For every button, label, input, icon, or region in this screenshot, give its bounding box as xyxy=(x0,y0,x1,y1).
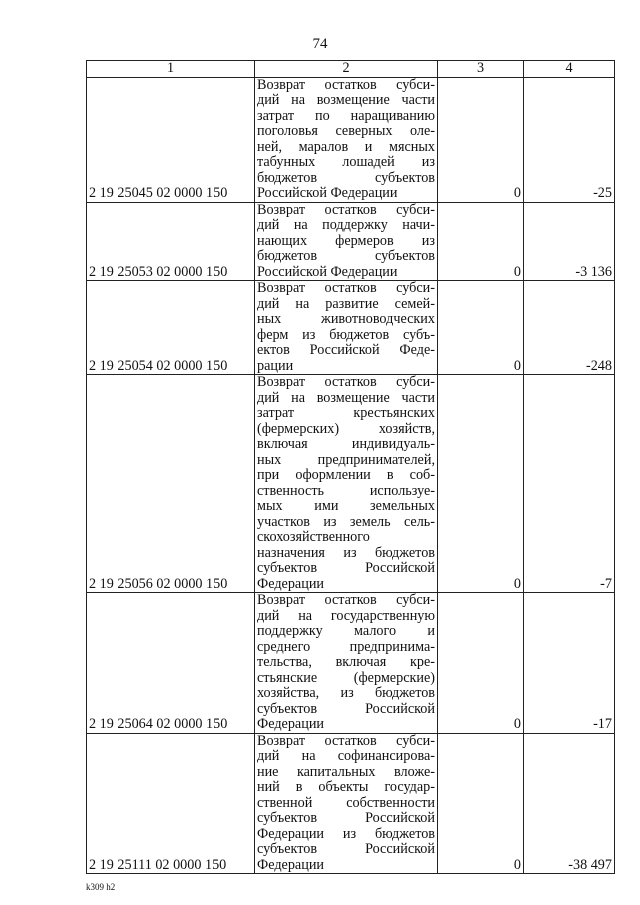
table-row xyxy=(87,733,615,874)
description-line: затрат крестьянских xyxy=(257,405,435,421)
description-line: Возврат остатков субси- xyxy=(257,76,435,93)
budget-description xyxy=(255,202,438,281)
description-line: Российской Федерации xyxy=(257,263,398,280)
footer-code: k309 h2 xyxy=(86,882,116,892)
column-4-value: -3 136 xyxy=(524,202,615,281)
description-line: Возврат остатков субси- xyxy=(257,374,435,390)
column-3-value: 0 xyxy=(438,733,524,874)
column-3-value: 0 xyxy=(438,593,524,734)
description-line: Федерации xyxy=(257,716,325,732)
description-line: Федерации из бюджетов xyxy=(257,825,435,842)
description-line: скохозяйственного xyxy=(257,529,370,545)
description-line: дий на возмещение части xyxy=(257,389,435,406)
column-3-value: 0 xyxy=(438,202,524,281)
description-line: Возврат остатков субси- xyxy=(257,732,435,749)
description-line: ных предпринимателей, xyxy=(257,451,435,468)
description-line: бюджетов субъектов xyxy=(257,169,435,186)
description-line: ней, маралов и мясных xyxy=(257,138,435,155)
page-number: 74 xyxy=(312,36,328,52)
table-row xyxy=(87,593,615,734)
budget-description xyxy=(255,733,438,874)
description-line: субъектов Российской xyxy=(257,810,435,826)
description-line: затрат по наращиванию xyxy=(257,107,435,124)
description-line: субъектов Российской xyxy=(257,700,435,717)
description-line: Возврат остатков субси- xyxy=(257,201,435,218)
description-line: Федерации xyxy=(257,856,325,873)
description-line: ственной собственности xyxy=(257,794,435,811)
budget-code: 2 19 25053 02 0000 150 xyxy=(87,202,255,281)
description-line: поддержку малого и xyxy=(257,623,435,639)
description-line: Российской Федерации xyxy=(257,185,398,201)
description-line: дий на возмещение части xyxy=(257,92,435,108)
column-header-1: 1 xyxy=(87,61,255,78)
description-line: нающих фермеров из xyxy=(257,232,435,249)
description-line: поголовья северных оле- xyxy=(257,123,435,139)
budget-code: 2 19 25111 02 0000 150 xyxy=(87,733,255,874)
budget-description xyxy=(255,77,438,202)
description-line: тельства, включая кре- xyxy=(257,654,435,670)
description-line: включая индивидуаль- xyxy=(257,436,435,452)
budget-code: 2 19 25045 02 0000 150 xyxy=(87,77,255,202)
table-row xyxy=(87,281,615,375)
column-3-value: 0 xyxy=(438,281,524,375)
table-row xyxy=(87,375,615,593)
description-line: Федерации xyxy=(257,575,325,592)
description-line: дий на развитие семей- xyxy=(257,295,435,312)
column-4-value: -7 xyxy=(524,375,615,593)
description-line: назначения из бюджетов xyxy=(257,544,435,561)
table-row xyxy=(87,202,615,281)
budget-code: 2 19 25064 02 0000 150 xyxy=(87,593,255,734)
description-line: ственность используе- xyxy=(257,482,435,499)
column-4-value: -38 497 xyxy=(524,733,615,874)
budget-code: 2 19 25054 02 0000 150 xyxy=(87,281,255,375)
description-line: дий на поддержку начи- xyxy=(257,217,435,233)
description-line: хозяйства, из бюджетов xyxy=(257,685,435,701)
description-line: бюджетов субъектов xyxy=(257,248,435,264)
description-line: Возврат остатков субси- xyxy=(257,592,435,608)
budget-code: 2 19 25056 02 0000 150 xyxy=(87,375,255,593)
description-line: стьянские (фермерские) xyxy=(257,669,435,686)
column-4-value: -25 xyxy=(524,77,615,202)
description-line: субъектов Российской xyxy=(257,560,435,576)
description-line: ний в объекты государ- xyxy=(257,779,435,795)
column-3-value: 0 xyxy=(438,375,524,593)
column-4-value: -17 xyxy=(524,593,615,734)
description-line: субъектов Российской xyxy=(257,841,435,857)
column-header-3: 3 xyxy=(438,61,524,78)
description-line: при оформлении в соб- xyxy=(257,467,435,483)
description-line: дий на государственную xyxy=(257,607,435,624)
column-4-value: -248 xyxy=(524,281,615,375)
description-line: ние капитальных вложе- xyxy=(257,763,435,780)
table-body xyxy=(87,77,615,874)
description-line: Возврат остатков субси- xyxy=(257,280,435,296)
budget-description xyxy=(255,281,438,375)
description-line: ных животноводческих xyxy=(257,311,435,327)
description-line: ферм из бюджетов субъ- xyxy=(257,326,435,343)
description-line: табунных лошадей из xyxy=(257,154,435,170)
description-line: дий на софинансирова- xyxy=(257,748,435,764)
description-line: (фермерских) хозяйств, xyxy=(257,420,435,437)
description-line: участков из земель сель- xyxy=(257,513,435,530)
description-line: мых ими земельных xyxy=(257,498,435,514)
budget-table xyxy=(86,60,615,874)
description-line: ектов Российской Феде- xyxy=(257,342,435,358)
description-line: среднего предпринима- xyxy=(257,638,435,655)
budget-description xyxy=(255,593,438,734)
budget-description xyxy=(255,375,438,593)
column-header-4: 4 xyxy=(524,61,615,78)
column-3-value: 0 xyxy=(438,77,524,202)
description-line: рации xyxy=(257,357,294,374)
header-row xyxy=(87,61,615,78)
column-header-2: 2 xyxy=(255,61,438,78)
table-row xyxy=(87,77,615,202)
